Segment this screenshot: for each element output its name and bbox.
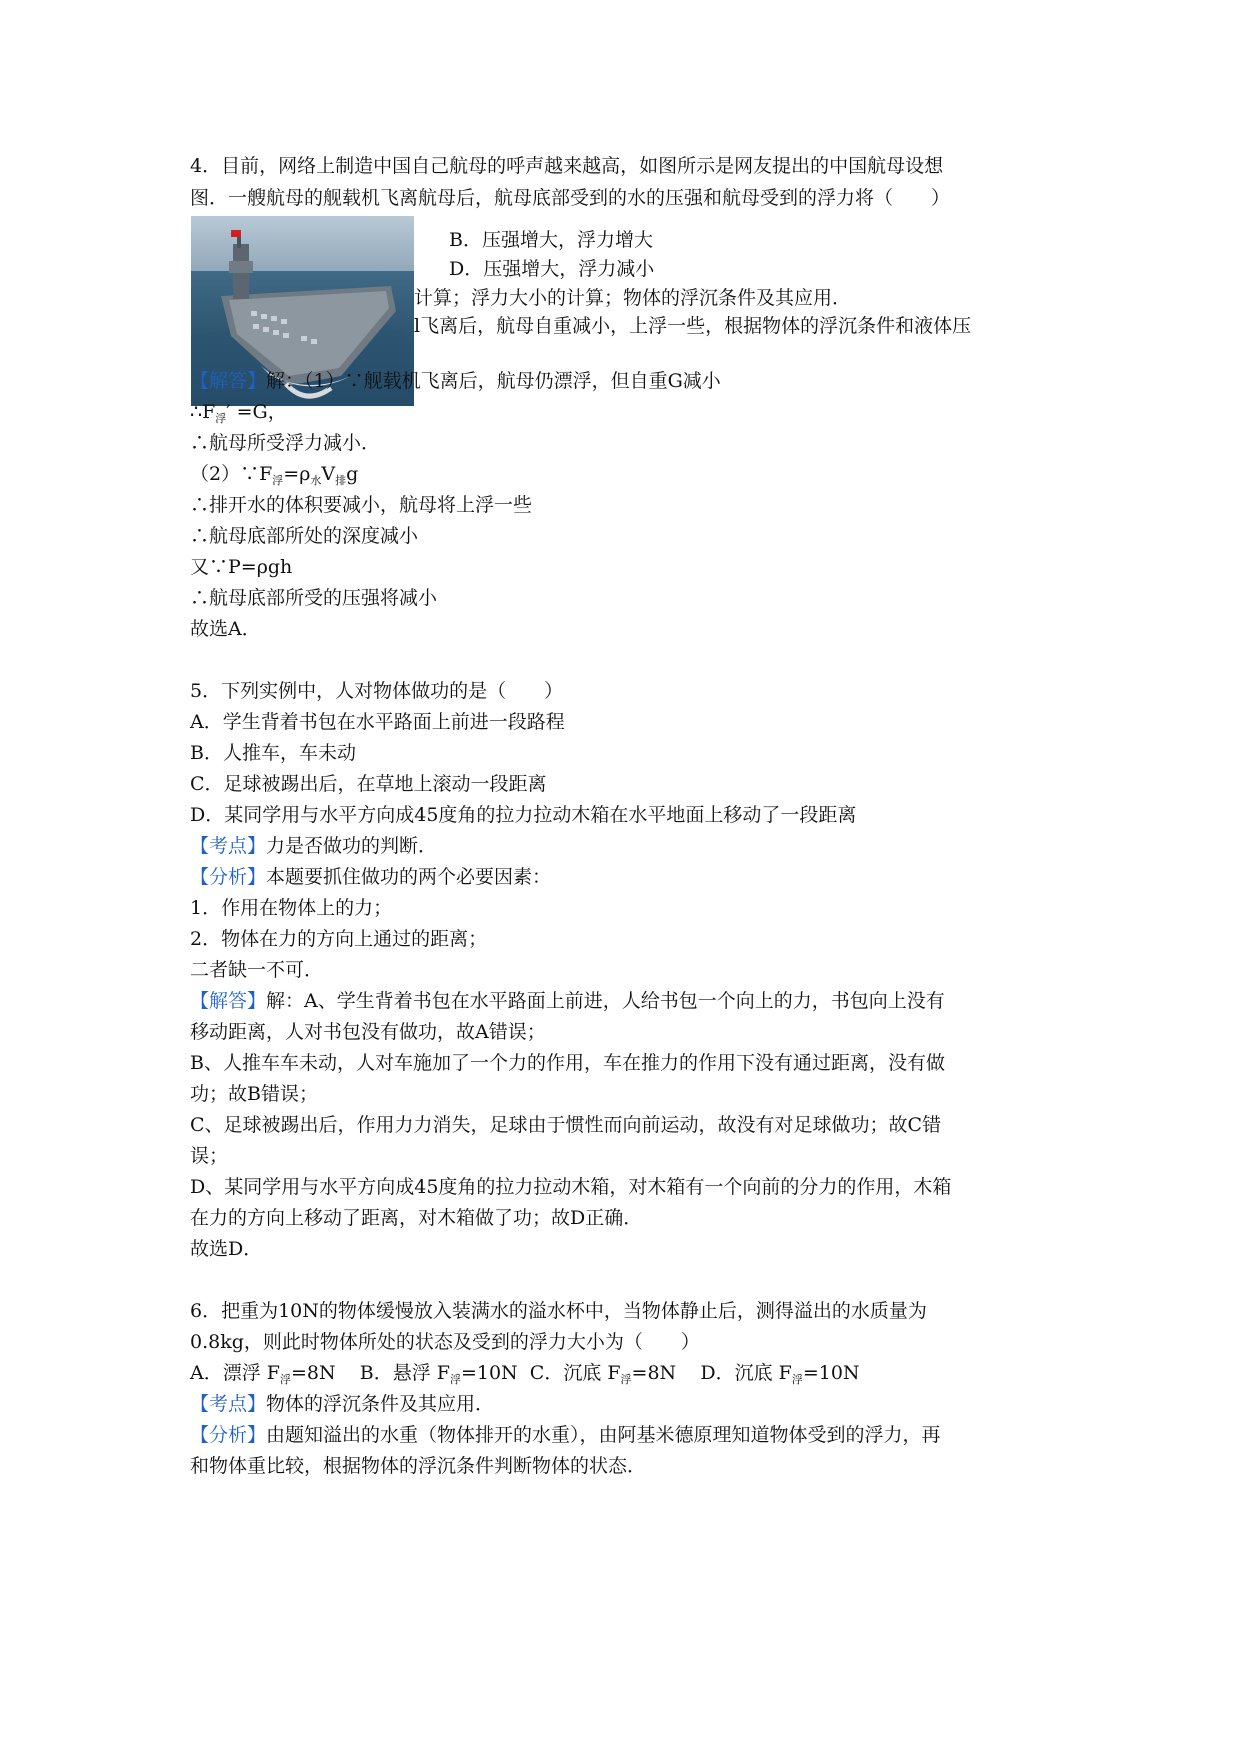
q5-fenxi-1: 1．作用在物体上的力； — [190, 897, 393, 919]
q5-option-c: C．足球被踢出后，在草地上滚动一段距离 — [190, 773, 547, 795]
q4-answer-line-3: ∴航母所受浮力减小． — [190, 432, 381, 454]
q4-kaodian-partial: 计算；浮力大小的计算；物体的浮沉条件及其应用． — [414, 287, 852, 309]
q4-answer-line-2: $\therefore F_浮' =G$， — [190, 401, 287, 425]
q4-answer-line-9: 故选A． — [190, 618, 261, 640]
q4-stem-line-2: 图．一艘航母的舰载机飞离航母后，航母底部受到的水的压强和航母受到的浮力将（ ） — [190, 187, 951, 209]
q4-fenxi-partial: l飞离后，航母自重减小，上浮一些，根据物体的浮沉条件和液体压 — [414, 315, 972, 337]
q5-jieda-8: 在力的方向上移动了距离，对木箱做了功；故D正确． — [190, 1207, 643, 1229]
q6-fenxi-2: 和物体重比较，根据物体的浮沉条件判断物体的状态． — [190, 1455, 647, 1477]
q4-option-b: B．压强增大，浮力增大 — [449, 229, 653, 251]
q5-jieda-2: 移动距离，人对书包没有做功，故A错误； — [190, 1021, 546, 1043]
q6-option-a: A．漂浮 $F_浮=8N$ — [190, 1362, 336, 1386]
q4-answer-line-5: ∴排开水的体积要减小，航母将上浮一些 — [190, 494, 533, 516]
q6-option-c: C．沉底 $F_浮=8N$ — [529, 1362, 677, 1386]
q5-jieda-9: 故选D． — [190, 1238, 263, 1260]
q6-stem-line-1: 6．把重为10N的物体缓慢放入装满水的溢水杯中，当物体静止后，测得溢出的水质量为 — [190, 1300, 927, 1322]
q4-option-d: D．压强增大，浮力减小 — [449, 258, 655, 280]
q5-jieda-6: 误； — [190, 1145, 229, 1167]
q5-jieda-5: C、足球被踢出后，作用力力消失，足球由于惯性而向前运动，故没有对足球做功；故C错 — [190, 1114, 942, 1136]
answer-tag: 【解答】 — [190, 370, 267, 392]
q4-answer-line-7: 又∵P=ρgh — [190, 556, 293, 578]
q5-jieda-1: 【解答】解：A、学生背着书包在水平路面上前进，人给书包一个向上的力，书包向上没有 — [190, 990, 945, 1012]
q5-fenxi: 【分析】本题要抓住做功的两个必要因素： — [190, 866, 552, 888]
q6-options — [190, 1360, 860, 1393]
q5-fenxi-3: 二者缺一不可． — [190, 959, 324, 981]
q5-kaodian: 【考点】力是否做功的判断． — [190, 835, 438, 857]
q4-stem-line-1: 4．目前，网络上制造中国自己航母的呼声越来越高，如图所示是网友提出的中国航母设想 — [190, 155, 944, 177]
q4-answer-line-4: $(2)\because F_浮=\rho_水V_排g$ — [190, 463, 359, 487]
q6-stem-line-2: 0.8kg，则此时物体所处的状态及受到的浮力大小为（ ） — [190, 1331, 700, 1353]
q6-option-b: B．悬浮 $F_浮=10N$ — [359, 1362, 518, 1386]
q5-jieda-7: D、某同学用与水平方向成45度角的拉力拉动木箱，对木箱有一个向前的分力的作用，木箱 — [190, 1176, 952, 1198]
q5-jieda-3: B、人推车车未动，人对车施加了一个力的作用，车在推力的作用下没有通过距离，没有做 — [190, 1052, 945, 1074]
q5-jieda-4: 功；故B错误； — [190, 1083, 318, 1105]
q5-option-a: A．学生背着书包在水平路面上前进一段路程 — [190, 711, 565, 733]
q5-fenxi-2: 2．物体在力的方向上通过的距离； — [190, 928, 488, 950]
q4-answer-line-6: ∴航母底部所处的深度减小 — [190, 525, 419, 547]
q5-stem: 5．下列实例中，人对物体做功的是（ ） — [190, 680, 564, 702]
q6-kaodian: 【考点】物体的浮沉条件及其应用． — [190, 1393, 495, 1415]
q5-option-b: B．人推车，车未动 — [190, 742, 356, 764]
q4-answer-line-8: ∴航母底部所受的压强将减小 — [190, 587, 438, 609]
q5-option-d: D．某同学用与水平方向成45度角的拉力拉动木箱在水平地面上移动了一段距离 — [190, 804, 857, 826]
q4-answer-line-1: 【解答】解：（1）∵舰载机飞离后，航母仍漂浮，但自重G减小 — [190, 370, 721, 392]
q6-option-d: D．沉底 $F_浮=10N$ — [700, 1362, 860, 1386]
q6-fenxi-1: 【分析】由题知溢出的水重（物体排开的水重），由阿基米德原理知道物体受到的浮力，再 — [190, 1424, 941, 1446]
